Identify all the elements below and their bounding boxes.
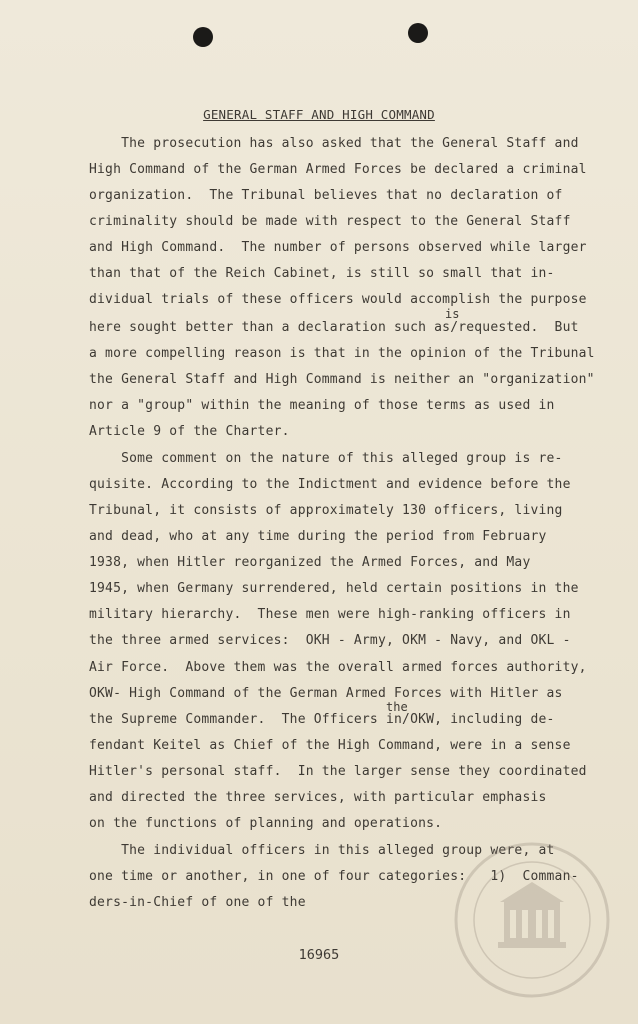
body-line: Article 9 of the Charter. [89, 424, 290, 439]
body-line: criminality should be made with respect to the General Staff [89, 214, 571, 229]
document-title: GENERAL STAFF AND HIGH COMMAND [203, 107, 435, 122]
body-line: The individual officers in this alleged group were, at [89, 843, 555, 858]
body-line: than that of the Reich Cabinet, is still so small that in- [89, 266, 555, 281]
body-line: dividual trials of these officers would accomplish the purpose [89, 292, 587, 307]
body-line: Tribunal, it consists of approximately 130 officers, living [89, 503, 563, 518]
body-line: High Command of the German Armed Forces be declared a criminal [89, 162, 587, 177]
body-line: Air Force. Above them was the overall armed forces authority, [89, 660, 587, 675]
body-line: The prosecution has also asked that the General Staff and [89, 136, 579, 151]
body-line: organization. The Tribunal believes that no declaration of [89, 188, 563, 203]
body-line: the three armed services: OKH - Army, OKM - Navy, and OKL - [89, 633, 571, 648]
body-line: the Supreme Commander. The Officers in/OKW, including de- [89, 712, 555, 727]
body-line: fendant Keitel as Chief of the High Command, were in a sense [89, 738, 571, 753]
body-line: a more compelling reason is that in the opinion of the Tribunal [89, 346, 595, 361]
punch-hole-right [408, 23, 428, 43]
body-line: ders-in-Chief of one of the [89, 895, 306, 910]
punch-hole-left [193, 27, 213, 47]
body-line: and High Command. The number of persons observed while larger [89, 240, 587, 255]
body-line: Hitler's personal staff. In the larger sense they coordinated [89, 764, 587, 779]
body-line: the General Staff and High Command is neither an "organization" [89, 372, 595, 387]
body-line: 1938, when Hitler reorganized the Armed Forces, and May [89, 555, 531, 570]
body-line: quisite. According to the Indictment and evidence before the [89, 477, 571, 492]
body-line: military hierarchy. These men were high-ranking officers in [89, 607, 571, 622]
body-line: and directed the three services, with particular emphasis [89, 790, 547, 805]
body-line: 1945, when Germany surrendered, held certain positions in the [89, 581, 579, 596]
body-line: here sought better than a declaration such as/requested. But [89, 320, 579, 335]
handwritten-insertion: is [445, 307, 460, 321]
handwritten-insertion: the [386, 700, 408, 714]
body-line: one time or another, in one of four categories: 1) Comman- [89, 869, 579, 884]
body-line: and dead, who at any time during the period from February [89, 529, 547, 544]
body-line: nor a "group" within the meaning of those terms as used in [89, 398, 555, 413]
body-line: on the functions of planning and operations. [89, 816, 443, 831]
university-seal-watermark [452, 840, 612, 1000]
body-line: Some comment on the nature of this alleged group is re- [89, 451, 563, 466]
body-line: OKW- High Command of the German Armed Forces with Hitler as [89, 686, 563, 701]
page-number: 16965 [298, 947, 340, 963]
